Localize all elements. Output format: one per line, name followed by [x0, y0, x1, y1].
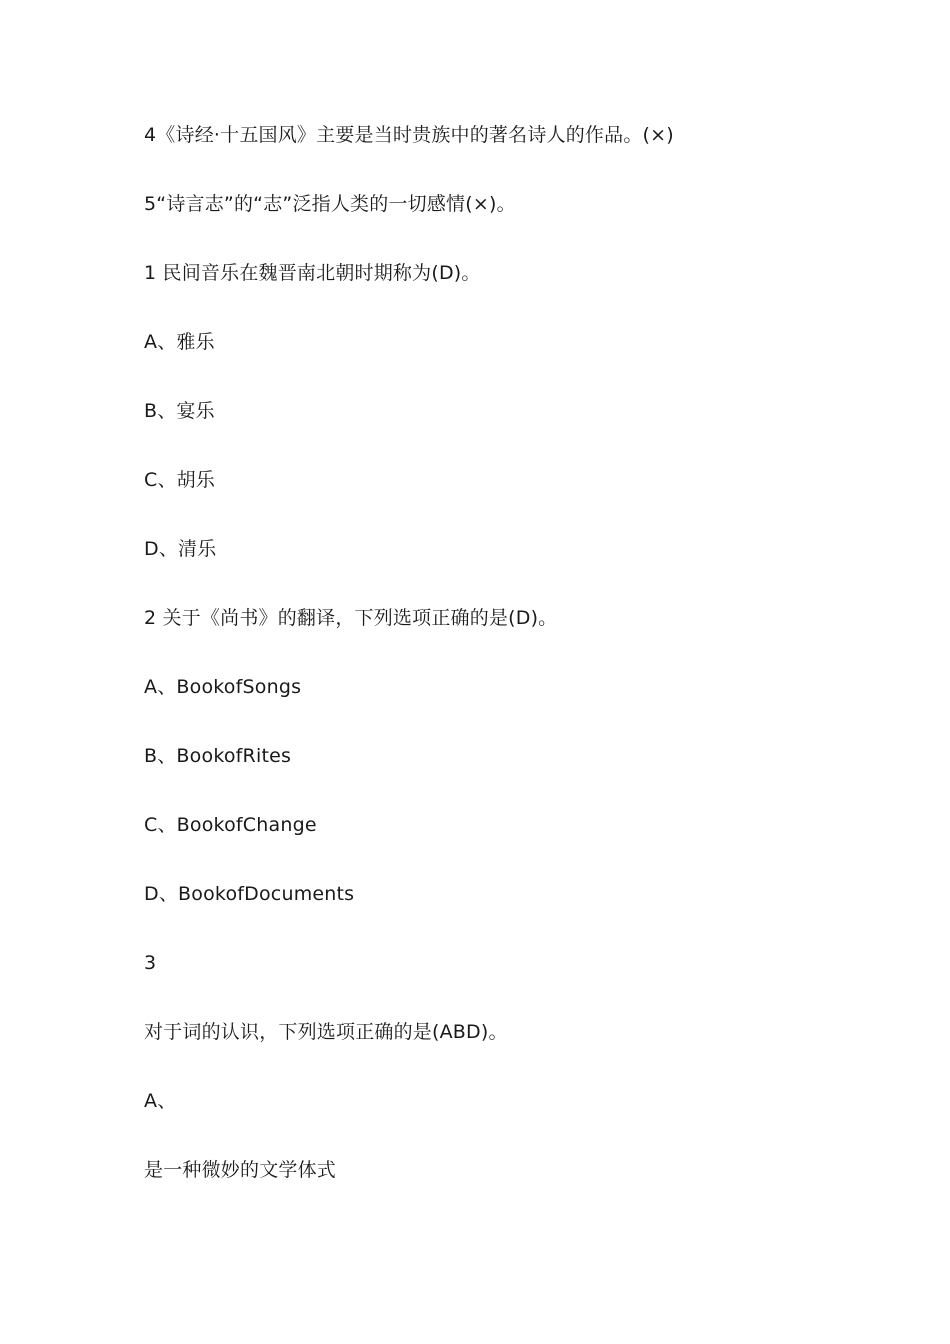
question-2: 2 关于《尚书》的翻译，下列选项正确的是(D)。	[144, 607, 558, 629]
question-2-option-d: D、BookofDocuments	[144, 883, 355, 905]
document-body	[144, 120, 864, 1224]
question-3-option-a-label: A、	[144, 1090, 177, 1112]
question-2-option-b: B、BookofRites	[144, 745, 292, 767]
question-1-option-a: A、雅乐	[144, 331, 215, 353]
question-1: 1 民间音乐在魏晋南北朝时期称为(D)。	[144, 262, 481, 284]
question-2-option-c: C、BookofChange	[144, 814, 317, 836]
statement-5: 5“诗言志”的“志”泛指人类的一切感情(×)。	[144, 193, 516, 215]
question-3-option-a-text: 是一种微妙的文学体式	[144, 1159, 337, 1181]
question-1-option-c: C、胡乐	[144, 469, 216, 491]
question-1-option-b: B、宴乐	[144, 400, 215, 422]
question-1-option-d: D、清乐	[144, 538, 217, 560]
question-3-number: 3	[144, 952, 157, 974]
statement-4: 4《诗经·十五国风》主要是当时贵族中的著名诗人的作品。(×)	[144, 124, 674, 146]
question-3: 对于词的认识，下列选项正确的是(ABD)。	[144, 1021, 508, 1043]
question-2-option-a: A、BookofSongs	[144, 676, 302, 698]
